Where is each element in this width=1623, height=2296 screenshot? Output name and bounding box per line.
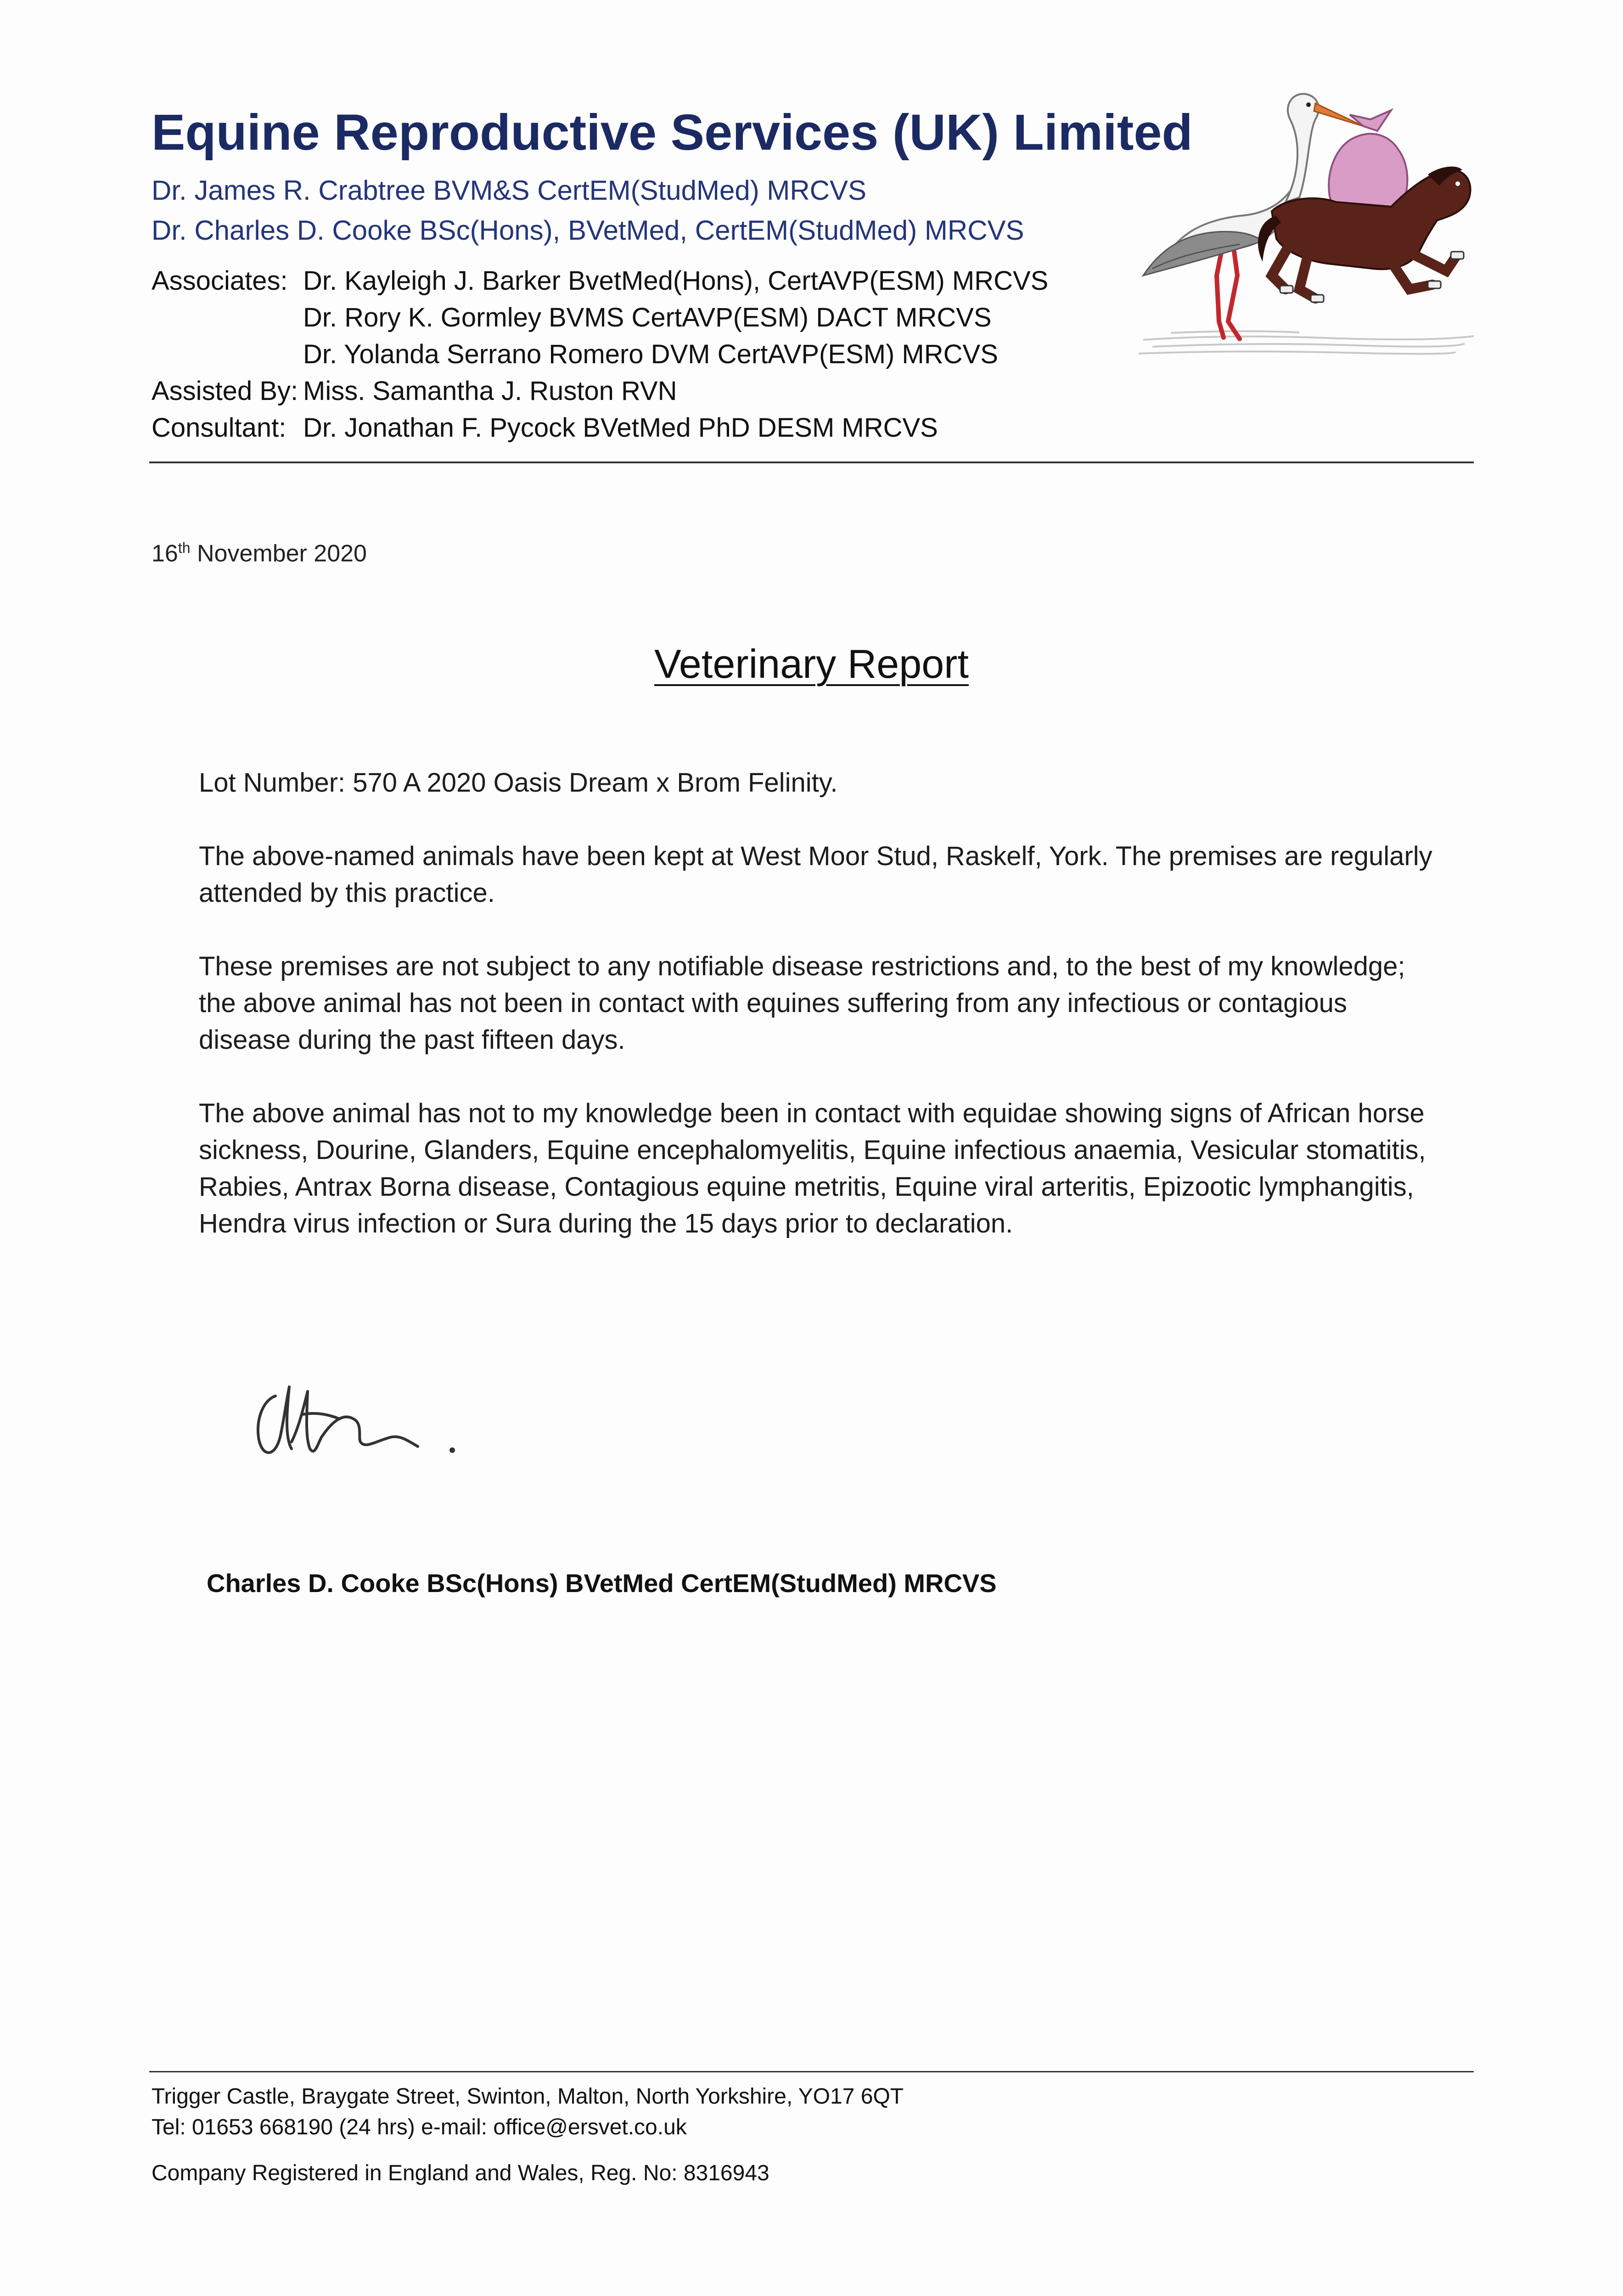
partner-2: Dr. Charles D. Cooke BSc(Hons), BVetMed, CertEM(StudMed) MRCVS xyxy=(152,215,1024,246)
letter-date: 16th November 2020 xyxy=(152,540,367,567)
associate-2: Dr. Rory K. Gormley BVMS CertAVP(ESM) DACT MRCVS xyxy=(303,303,992,332)
signer-name: Charles D. Cooke BSc(Hons) BVetMed CertEM(StudMed) MRCVS xyxy=(207,1569,997,1598)
associates-label: Associates: xyxy=(152,266,288,296)
assisted-name: Miss. Samantha J. Ruston RVN xyxy=(303,376,677,406)
lot-number-paragraph: Lot Number: 570 A 2020 Oasis Dream x Brom Felinity. xyxy=(199,768,838,798)
associate-3: Dr. Yolanda Serrano Romero DVM CertAVP(ESM) MRCVS xyxy=(303,339,998,369)
contact-declaration-paragraph: The above animal has not to my knowledge been in contact with equidae showing signs of African horse sickness, Dourine, Glanders, Equine encephalomyelitis, Equine infectious anaemia, Vesicular stomatitis, Rabies, Antrax Borna disease, Contagious equine metritis, Equine viral arteritis, Epizootic lymphangitis, Hendra virus infection or Sura during the 15 days prior to declaration. xyxy=(199,1098,1426,1238)
disease-restrictions-paragraph: These premises are not subject to any notifiable disease restrictions and, to the best of my knowledge; the above animal has not been in contact with equines suffering from any infectious or contagious disease during the past fifteen days. xyxy=(199,951,1405,1055)
report-title: Veterinary Report xyxy=(654,641,969,687)
footer-contact: Tel: 01653 668190 (24 hrs) e-mail: office@ersvet.co.uk xyxy=(152,2115,687,2139)
associate-1: Dr. Kayleigh J. Barker BvetMed(Hons), CertAVP(ESM) MRCVS xyxy=(303,266,1049,296)
consultant-name: Dr. Jonathan F. Pycock BVetMed PhD DESM MRCVS xyxy=(303,413,938,443)
partner-1: Dr. James R. Crabtree BVM&S CertEM(StudMed) MRCVS xyxy=(152,175,867,206)
premises-paragraph: The above-named animals have been kept at West Moor Stud, Raskelf, York. The premises are regularly attended by this practice. xyxy=(199,841,1432,908)
handwritten-signature xyxy=(248,1368,468,1469)
footer-registration: Company Registered in England and Wales, Reg. No: 8316943 xyxy=(152,2161,769,2185)
consultant-label: Consultant: xyxy=(152,413,286,443)
footer-address: Trigger Castle, Braygate Street, Swinton, Malton, North Yorkshire, YO17 6QT xyxy=(152,2084,904,2109)
company-name: Equine Reproductive Services (UK) Limited xyxy=(152,104,1193,161)
footer-divider xyxy=(149,2071,1474,2072)
assisted-label: Assisted By: xyxy=(152,376,298,406)
header-divider xyxy=(149,461,1474,463)
stork-carrying-foal-logo xyxy=(1134,83,1483,367)
